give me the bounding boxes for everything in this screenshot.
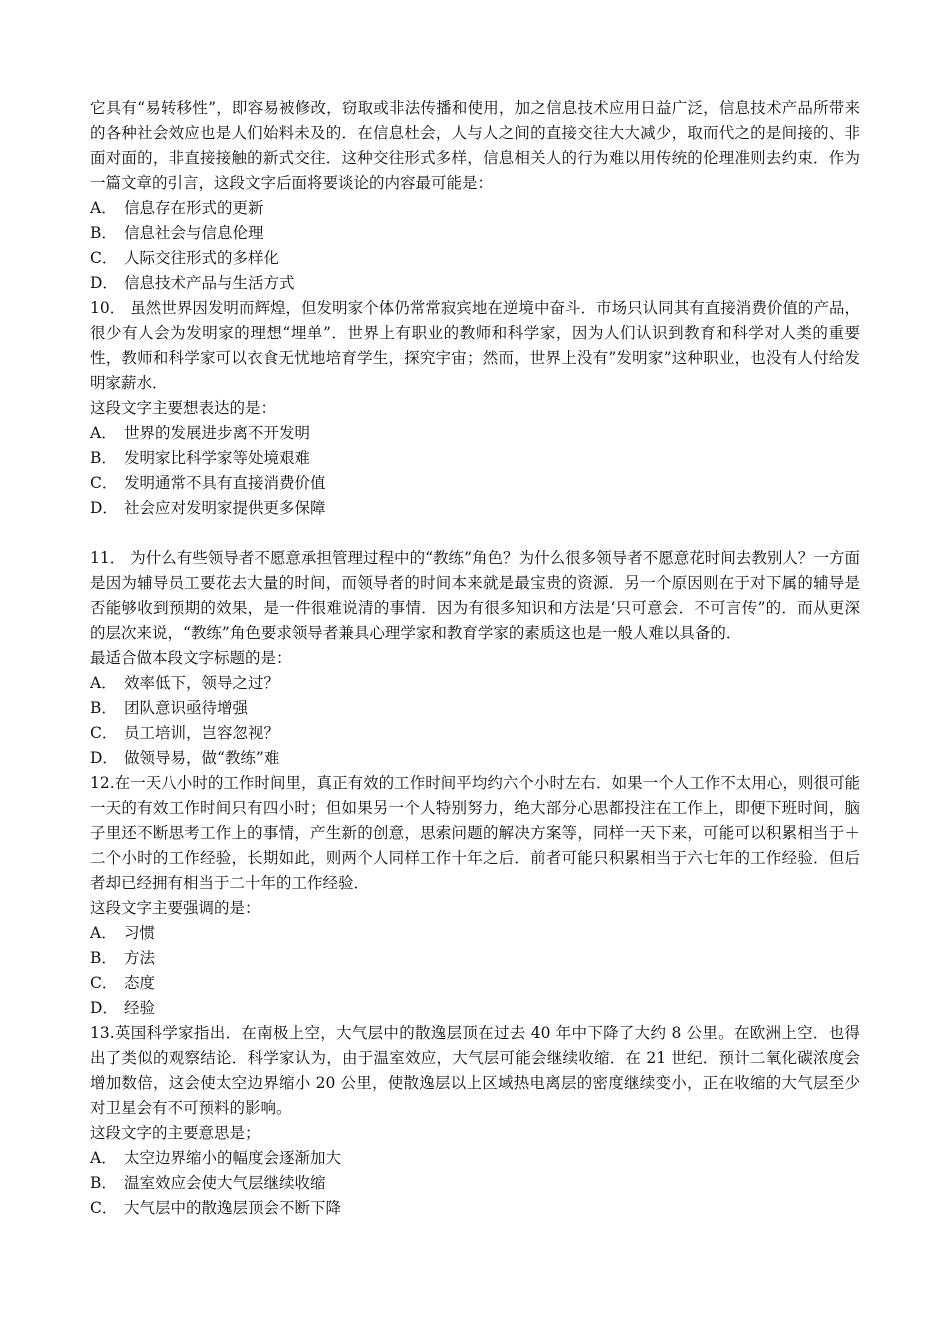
q10-question: 这段文字主要想表达的是：	[90, 399, 277, 417]
option-text: 经验	[124, 999, 156, 1017]
q11-passage: 11． 为什么有些领导者不愿意承担管理过程中的“教练”角色？为什么很多领导者不愿意花时间去教别人？一方面是因为辅导员工要花去大量的时间，而领导者的时间本来就是最宝贵的资源．另一个原因则在于对下属的辅导是否能够收到预期的效果，是一件很难说清的事情．因为有很多知识和方法是‘只可意会．不可言传”的．而从更深的层次来说，“教练”角色要求领导者兼具心理学家和教育学家的素质这也是一般人难以具备的．	[90, 549, 860, 642]
q9-option-c	[90, 246, 860, 271]
option-letter: A．	[90, 199, 117, 217]
q10-option-c	[90, 471, 860, 496]
blank-line	[90, 521, 860, 546]
option-letter: A．	[90, 674, 117, 692]
option-letter: A．	[90, 424, 117, 442]
option-text: 员工培训，岂容忽视？	[124, 724, 280, 742]
option-letter: C．	[90, 474, 118, 492]
option-text: 信息技术产品与生活方式	[124, 274, 295, 292]
option-letter: D．	[90, 274, 118, 292]
q11-option-a	[90, 671, 860, 696]
q12-question: 这段文字主要强调的是：	[90, 899, 261, 917]
q9-passage: 它具有“易转移性”，即容易被修改，窃取或非法传播和使用，加之信息技术应用日益广泛，信息技术产品所带来的各种社会效应也是人们始料未及的．在信息杜会，人与人之间的直接交往大大减少，取而代之的是间接的、非面对面的，非直接接触的新式交往．这种交往形式多样，信息相关人的行为难以用传统的伦理准则去约束．作为一篇文章的引言，这段文字后面将要谈论的内容最可能是：	[90, 99, 860, 192]
option-text: 态度	[124, 974, 156, 992]
q10-option-d	[90, 496, 860, 521]
q12-option-d	[90, 996, 860, 1021]
option-letter: B．	[90, 1174, 117, 1192]
option-letter: C．	[90, 249, 118, 267]
q13-question: 这段文字的主要意思是；	[90, 1124, 261, 1142]
q9-option-b	[90, 221, 860, 246]
q13-passage: 13.英国科学家指出．在南极上空，大气层中的散逸层顶在过去 40 年中下降了大约 8 公里。在欧洲上空．也得出了类似的观察结论．科学家认为，由于温室效应，大气层可能会继续收缩．在 21 世纪．预计二氧化碳浓度会增加数倍，这会使太空边界缩小 20 公里，使散逸层以上区域热电离层的密度继续变小，正在收缩的大气层至少对卫星会有不可预料的影响。	[90, 1024, 860, 1117]
option-letter: B．	[90, 449, 117, 467]
option-text: 世界的发展进步离不开发明	[124, 424, 311, 442]
q9-option-d	[90, 271, 860, 296]
option-text: 太空边界缩小的幅度会逐渐加大	[124, 1149, 342, 1167]
q10-option-a	[90, 421, 860, 446]
option-text: 信息社会与信息伦理	[124, 224, 264, 242]
q12-option-b	[90, 946, 860, 971]
option-text: 人际交往形式的多样化	[124, 249, 280, 267]
option-text: 社会应对发明家提供更多保障	[124, 499, 326, 517]
option-text: 发明家比科学家等处境艰难	[124, 449, 311, 467]
option-letter: B．	[90, 949, 117, 967]
q13-option-a	[90, 1146, 860, 1171]
q10-passage: 10． 虽然世界因发明而辉煌，但发明家个体仍常常寂宾地在逆境中奋斗．市场只认同其有直接消费价值的产品，很少有人会为发明家的理想“埋单”．世界上有职业的教师和科学家，因为人们认识到教育和科学对人类的重要性，教师和科学家可以衣食无忧地培育学生，探究宇宙；然而，世界上没有”发明家”这种职业，也没有人付给发明家薪水．	[90, 299, 860, 392]
q12-passage: 12.在一天八小时的工作时间里，真正有效的工作时间平均约六个小时左右．如果一个人工作不太用心，则很可能一天的有效工作时间只有四小时；但如果另一个人特别努力，绝大部分心思都投注在工作上，即便下班时间，脑子里还不断思考工作上的事情，产生新的创意，思索问题的解决方案等，同样一天下来，可能可以积累相当于＋二个小时的工作经验，长期如此，则两个人同样工作十年之后．前者可能只积累相当于六七年的工作经验．但后者却已经拥有相当于二十年的工作经验．	[90, 774, 860, 892]
q12-option-a	[90, 921, 860, 946]
option-letter: D．	[90, 999, 118, 1017]
q11-question: 最适合做本段文字标题的是：	[90, 649, 292, 667]
option-letter: D．	[90, 749, 118, 767]
option-letter: A．	[90, 924, 117, 942]
option-letter: C．	[90, 1199, 118, 1217]
option-letter: C．	[90, 974, 118, 992]
q11-option-c	[90, 721, 860, 746]
document-page	[90, 96, 860, 1221]
option-letter: D．	[90, 499, 118, 517]
q11-option-b	[90, 696, 860, 721]
q9-option-a	[90, 196, 860, 221]
option-text: 做领导易，做“教练”难	[124, 749, 280, 767]
option-text: 方法	[124, 949, 156, 967]
option-text: 信息存在形式的更新	[124, 199, 264, 217]
q10-option-b	[90, 446, 860, 471]
option-letter: B．	[90, 224, 117, 242]
option-text: 温室效应会使大气层继续收缩	[124, 1174, 326, 1192]
q13-option-c	[90, 1196, 860, 1221]
option-letter: B．	[90, 699, 117, 717]
option-letter: C．	[90, 724, 118, 742]
option-text: 效率低下，领导之过？	[124, 674, 280, 692]
option-text: 团队意识亟待增强	[124, 699, 249, 717]
option-letter: A．	[90, 1149, 117, 1167]
q12-option-c	[90, 971, 860, 996]
option-text: 发明通常不具有直接消费价值	[124, 474, 326, 492]
q13-option-b	[90, 1171, 860, 1196]
q11-option-d	[90, 746, 860, 771]
option-text: 大气层中的散逸层顶会不断下降	[124, 1199, 342, 1217]
option-text: 习惯	[124, 924, 156, 942]
